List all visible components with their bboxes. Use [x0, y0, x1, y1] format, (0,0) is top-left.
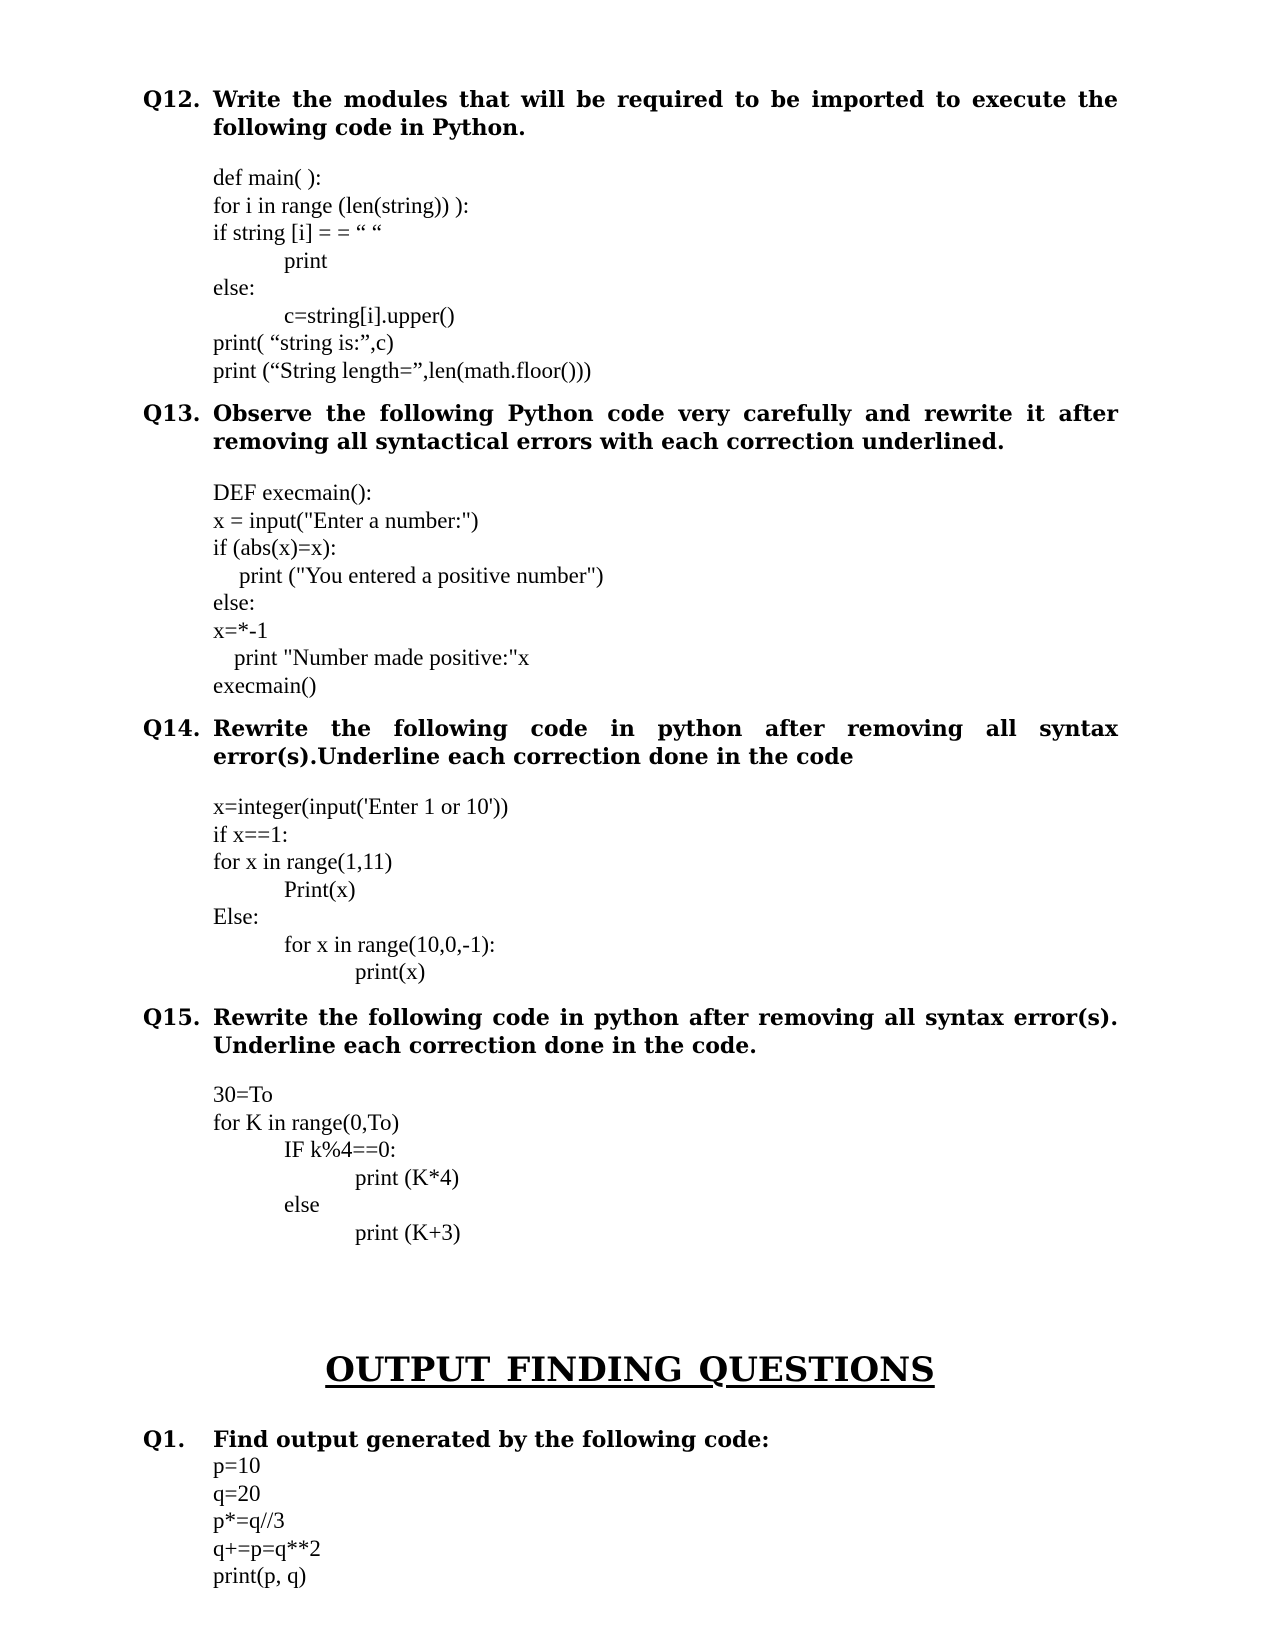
code-line: print ("You entered a positive number"): [239, 562, 604, 588]
code-line: print (“String length=”,len(math.floor())): [213, 357, 592, 383]
code-line: for K in range(0,To): [213, 1109, 400, 1135]
code-line: if (abs(x)=x):: [213, 535, 337, 560]
code-line: for x in range(1,11): [213, 849, 393, 874]
code-line: x=*-1: [213, 617, 269, 643]
code-line: q+=p=q**2: [213, 1535, 321, 1561]
code-line: print(p, q): [213, 1563, 307, 1588]
code-line: 30=To: [213, 1082, 273, 1107]
question-text-q15: Rewrite the following code in python after removing all syntax error(s). Underline each correction done in the code.: [213, 1005, 1118, 1059]
code-line: if x==1:: [213, 821, 289, 847]
code-line: Print(x): [284, 876, 356, 902]
code-line: for i in range (len(string)) ):: [213, 192, 470, 218]
code-line: def main( ):: [213, 165, 322, 190]
code-line: print (K+3): [355, 1219, 461, 1245]
question-number-output-q1: Q1.: [143, 1427, 186, 1453]
question-text-q13: Observe the following Python code very carefully and rewrite it after removing all syntactical errors with each correction underlined.: [213, 401, 1118, 455]
code-block-q13: [213, 479, 604, 699]
code-block-q14: [213, 793, 508, 986]
code-line: q=20: [213, 1480, 261, 1506]
code-line: for x in range(10,0,-1):: [284, 931, 496, 957]
code-line: c=string[i].upper(): [284, 302, 455, 328]
code-line: else: [284, 1192, 320, 1217]
section-title: OUTPUT FINDING QUESTIONS: [325, 1350, 935, 1390]
code-line: print: [284, 247, 328, 273]
question-text-output-q1: Find output generated by the following code:: [213, 1427, 770, 1453]
code-block-q12: [213, 164, 591, 384]
code-line: execmain(): [213, 672, 317, 698]
code-line: if string [i] = = “ “: [213, 220, 383, 245]
code-line: else:: [213, 275, 256, 300]
question-number-q14: Q14.: [143, 716, 201, 742]
code-line: print( “string is:”,c): [213, 330, 394, 355]
code-line: DEF execmain():: [213, 480, 373, 505]
code-line: x=integer(input('Enter 1 or 10')): [213, 794, 509, 819]
code-line: Else:: [213, 904, 259, 929]
question-number-q12: Q12.: [143, 87, 201, 113]
code-line: p*=q//3: [213, 1508, 285, 1533]
question-number-q15: Q15.: [143, 1005, 201, 1031]
question-number-q13: Q13.: [143, 401, 201, 427]
code-block-q15: [213, 1081, 461, 1246]
code-line: print(x): [355, 959, 426, 984]
code-line: print "Number made positive:"x: [234, 645, 530, 670]
question-text-q12: Write the modules that will be required to be imported to execute the following code in Python.: [213, 87, 1118, 141]
code-line: x = input("Enter a number:"): [213, 507, 479, 533]
code-line: else:: [213, 590, 256, 615]
code-line: print (K*4): [355, 1164, 460, 1190]
code-line: IF k%4==0:: [284, 1137, 397, 1162]
code-block-output-q1: [213, 1452, 321, 1590]
question-text-q14: Rewrite the following code in python after removing all syntax error(s).Underline each correction done in the code: [213, 716, 1118, 770]
code-line: p=10: [213, 1453, 261, 1478]
